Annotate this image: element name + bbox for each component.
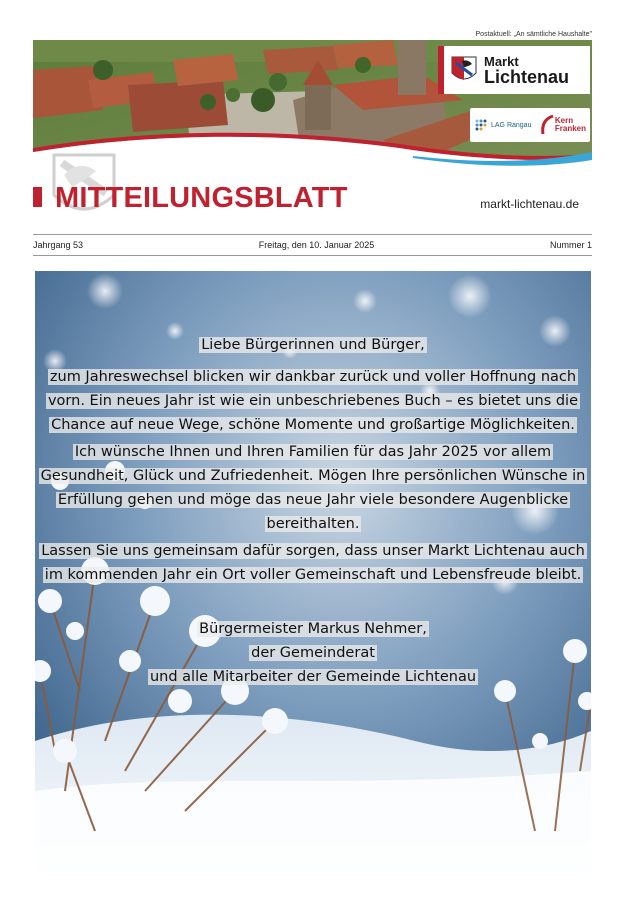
issue-date: Freitag, den 10. Januar 2025 (258, 240, 375, 250)
letter-paragraph-3: Lassen Sie uns gemeinsam dafür sorgen, dass unser Markt Lichtenau auch im kommenden Jahr ein Ort voller Gemeinschaft und Lebensfreude bleibt. (41, 543, 585, 583)
kern-franken-logo (539, 114, 586, 136)
lag-rangau-label: LAG Rangau (491, 121, 532, 129)
lag-dots-icon (474, 118, 488, 132)
kern-line1: Kern (554, 116, 574, 126)
issue-meta (33, 240, 592, 250)
website-link[interactable]: markt-lichtenau.de (480, 197, 579, 211)
lag-rangau-logo (474, 118, 531, 132)
letter-paragraph-2: Ich wünsche Ihnen und Ihren Familien für das Jahr 2025 vor allem Gesundheit, Glück und Zufriedenheit. Mögen Ihre persönlichen Wünsche in Erfüllung gehen und möge das neue Jahr viele besondere Augenblicke bereithalten. (40, 444, 586, 532)
divider-bottom (33, 255, 592, 256)
partner-logos (470, 108, 590, 142)
signature-staff: und alle Mitarbeiter der Gemeinde Lichtenau (149, 669, 477, 685)
page-title: MITTEILUNGSBLATT (55, 182, 348, 214)
coat-of-arms-icon (450, 55, 478, 85)
logo-line-markt: Markt (484, 53, 519, 69)
logo-line-lichtenau: Lichtenau (484, 66, 570, 87)
letter-signature (35, 617, 591, 689)
title-accent-bar (33, 187, 42, 207)
winter-greeting-image (35, 271, 591, 871)
divider-top (33, 234, 592, 235)
issue-number: Nummer 1 (549, 240, 592, 250)
signature-council: der Gemeinderat (251, 645, 375, 661)
postaktuell-note: Postaktuell: „An sämtliche Haushalte" (475, 31, 592, 38)
kern-line2: Franken (554, 124, 586, 133)
jahrgang: Jahrgang 53 (33, 240, 84, 250)
kern-swoosh-icon (539, 114, 555, 136)
letter-paragraph-1: zum Jahreswechsel blicken wir dankbar zurück und voller Hoffnung nach vorn. Ein neues Jahr ist wie ein unbeschriebenes Buch – es bietet uns die Chance auf neue Wege, schöne Momente und großartige Möglichkeiten. (47, 369, 579, 433)
greeting-letter (35, 333, 591, 689)
letter-greeting: Liebe Bürgerinnen und Bürger, (201, 337, 425, 353)
signature-mayor: Bürgermeister Markus Nehmer, (199, 621, 427, 637)
market-logo (438, 46, 590, 94)
